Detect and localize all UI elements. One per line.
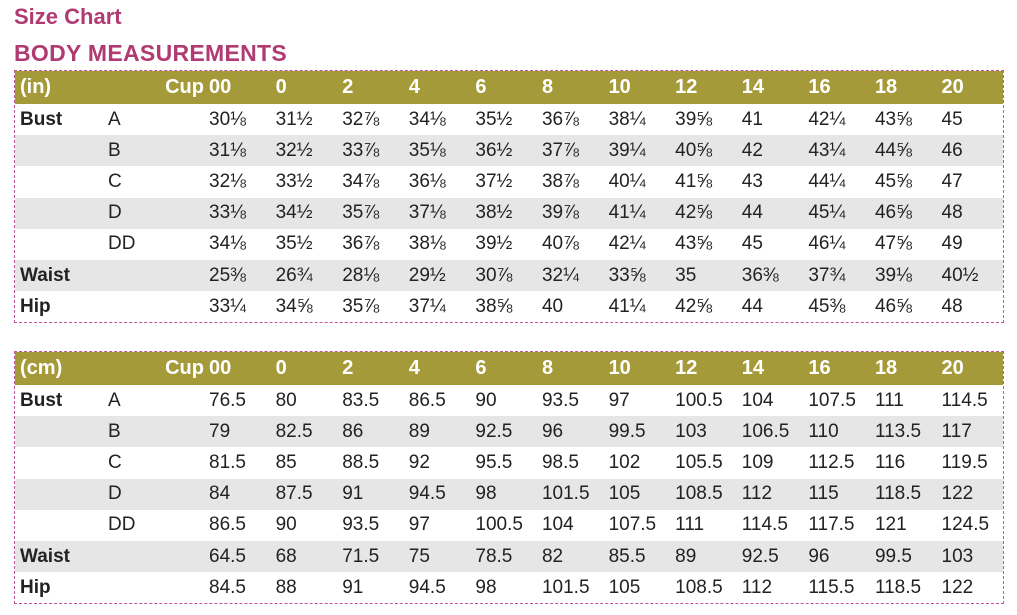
value-cell: 28⅛ <box>342 264 380 286</box>
value-cell: 75 <box>408 545 430 567</box>
cup-cell <box>98 572 204 603</box>
value-cell: 37¾ <box>808 264 846 286</box>
size-header: 16 <box>808 76 831 98</box>
value-cell: 41¼ <box>608 202 646 224</box>
value-cell: 103 <box>675 420 707 442</box>
value-cell: 103 <box>941 545 974 567</box>
value-cell: 71.5 <box>342 545 380 567</box>
cup-cell: C <box>108 170 122 192</box>
value-cell: 98.5 <box>541 451 579 473</box>
measurement-table <box>15 71 1003 322</box>
value-cell: 25⅜ <box>209 264 246 286</box>
value-cell: 101.5 <box>541 483 590 505</box>
header-row <box>15 71 1003 104</box>
value-cell: 111 <box>675 514 705 536</box>
table-row <box>15 416 1003 447</box>
value-cell: 82 <box>541 545 564 567</box>
size-header: 14 <box>741 76 764 98</box>
value-cell: 38⅞ <box>541 170 579 192</box>
value-cell: 91 <box>342 576 364 598</box>
value-cell: 30⅛ <box>209 108 246 130</box>
size-header: 8 <box>541 357 554 379</box>
measurement-label: Hip <box>20 576 51 598</box>
value-cell: 37⅛ <box>408 202 446 224</box>
unit-header: (in) <box>20 76 52 98</box>
size-header: 0 <box>275 357 287 379</box>
value-cell: 95.5 <box>475 451 513 473</box>
value-cell: 109 <box>741 451 774 473</box>
value-cell: 85.5 <box>608 545 646 567</box>
value-cell: 84.5 <box>209 576 246 598</box>
cup-cell: B <box>108 139 121 161</box>
cup-cell: C <box>108 451 122 473</box>
cup-cell: A <box>108 389 121 411</box>
section-heading: BODY MEASUREMENTS <box>14 40 288 66</box>
value-cell: 34⅛ <box>209 233 246 255</box>
table-row <box>15 260 1003 291</box>
value-cell: 42¼ <box>608 233 646 255</box>
value-cell: 42¼ <box>808 108 846 130</box>
value-cell: 30⅞ <box>475 264 513 286</box>
value-cell: 104 <box>541 514 574 536</box>
size-header: 16 <box>808 357 831 379</box>
value-cell: 40½ <box>941 264 979 286</box>
value-cell: 93.5 <box>541 389 579 411</box>
value-cell: 115 <box>808 483 839 505</box>
value-cell: 29½ <box>408 264 446 286</box>
cup-cell: A <box>108 108 121 130</box>
value-cell: 37¼ <box>408 295 446 317</box>
value-cell: 34⅞ <box>342 170 380 192</box>
value-cell: 91 <box>342 483 364 505</box>
value-cell: 108.5 <box>675 483 723 505</box>
value-cell: 86 <box>342 420 364 442</box>
value-cell: 42 <box>741 139 763 161</box>
value-cell: 44 <box>741 202 763 224</box>
value-cell: 40⅞ <box>541 233 579 255</box>
value-cell: 42⅝ <box>675 202 713 224</box>
size-header: 6 <box>475 76 487 98</box>
table-row <box>15 229 1003 260</box>
value-cell: 32½ <box>275 139 313 161</box>
cup-header: Cup <box>165 357 204 379</box>
value-cell: 100.5 <box>475 514 523 536</box>
value-cell: 49 <box>941 233 963 255</box>
value-cell: 32⅞ <box>342 108 380 130</box>
page-title: Size Chart <box>14 4 122 29</box>
value-cell: 33⅞ <box>342 139 380 161</box>
cup-cell <box>98 541 204 572</box>
value-cell: 117.5 <box>808 514 855 536</box>
value-cell: 108.5 <box>675 576 723 598</box>
measurement-label <box>15 166 98 197</box>
value-cell: 34⅝ <box>275 295 313 317</box>
value-cell: 36½ <box>475 139 513 161</box>
value-cell: 92.5 <box>741 545 779 567</box>
value-cell: 36⅜ <box>741 264 779 286</box>
header-row <box>15 352 1003 385</box>
value-cell: 38½ <box>475 202 513 224</box>
value-cell: 45 <box>941 108 963 130</box>
value-cell: 116 <box>874 451 906 473</box>
cup-cell: B <box>108 420 121 442</box>
value-cell: 106.5 <box>741 420 790 442</box>
value-cell: 81.5 <box>209 451 246 473</box>
table-row <box>15 135 1003 166</box>
value-cell: 78.5 <box>475 545 513 567</box>
value-cell: 107.5 <box>808 389 856 411</box>
value-cell: 85 <box>275 451 297 473</box>
value-cell: 118.5 <box>874 483 922 505</box>
value-cell: 44⅝ <box>874 139 912 161</box>
table-row <box>15 510 1003 541</box>
value-cell: 82.5 <box>275 420 313 442</box>
table-row <box>15 541 1003 572</box>
value-cell: 112.5 <box>808 451 855 473</box>
table-row <box>15 479 1003 510</box>
value-cell: 26¾ <box>275 264 313 286</box>
value-cell: 93.5 <box>342 514 380 536</box>
size-header: 20 <box>941 76 964 98</box>
value-cell: 88 <box>275 576 297 598</box>
size-header: 2 <box>342 76 354 98</box>
measurement-label <box>15 229 98 260</box>
value-cell: 35½ <box>275 233 313 255</box>
value-cell: 40 <box>541 295 564 317</box>
value-cell: 40¼ <box>608 170 646 192</box>
cup-header: Cup <box>165 76 204 98</box>
value-cell: 97 <box>408 514 430 536</box>
size-header: 12 <box>675 357 698 379</box>
value-cell: 35⅛ <box>408 139 446 161</box>
value-cell: 88.5 <box>342 451 380 473</box>
value-cell: 100.5 <box>675 389 723 411</box>
value-cell: 41 <box>741 108 763 130</box>
value-cell: 39⅛ <box>874 264 912 286</box>
value-cell: 38⅝ <box>475 295 513 317</box>
value-cell: 112 <box>741 483 773 505</box>
value-cell: 33⅝ <box>608 264 646 286</box>
value-cell: 37⅞ <box>541 139 579 161</box>
value-cell: 89 <box>408 420 430 442</box>
measurement-label <box>15 198 98 229</box>
size-table-inches <box>14 70 1004 323</box>
size-header: 12 <box>675 76 698 98</box>
value-cell: 45⅝ <box>874 170 912 192</box>
value-cell: 32⅛ <box>209 170 246 192</box>
value-cell: 42⅝ <box>675 295 713 317</box>
measurement-label: Waist <box>20 545 70 567</box>
value-cell: 124.5 <box>941 514 990 536</box>
cup-cell: DD <box>108 233 136 255</box>
table-row <box>15 166 1003 197</box>
size-header: 0 <box>275 76 287 98</box>
measurement-label <box>15 447 98 478</box>
measurement-label <box>15 416 98 447</box>
value-cell: 44¼ <box>808 170 846 192</box>
value-cell: 115.5 <box>808 576 855 598</box>
table-row <box>15 198 1003 229</box>
value-cell: 110 <box>808 420 839 442</box>
value-cell: 34½ <box>275 202 313 224</box>
value-cell: 40⅝ <box>675 139 713 161</box>
value-cell: 47⅝ <box>874 233 912 255</box>
size-header: 2 <box>342 357 354 379</box>
table-row <box>15 291 1003 322</box>
value-cell: 33¼ <box>209 295 246 317</box>
value-cell: 122 <box>941 576 974 598</box>
value-cell: 45⅜ <box>808 295 846 317</box>
value-cell: 114.5 <box>741 514 788 536</box>
value-cell: 90 <box>475 389 497 411</box>
value-cell: 86.5 <box>209 514 246 536</box>
value-cell: 96 <box>808 545 830 567</box>
size-header: 18 <box>874 76 898 98</box>
value-cell: 38⅛ <box>408 233 446 255</box>
value-cell: 117 <box>941 420 972 442</box>
value-cell: 76.5 <box>209 389 246 411</box>
size-table-centimeters <box>14 351 1004 604</box>
value-cell: 68 <box>275 545 297 567</box>
value-cell: 104 <box>741 389 774 411</box>
value-cell: 48 <box>941 295 963 317</box>
value-cell: 102 <box>608 451 641 473</box>
value-cell: 47 <box>941 170 963 192</box>
cup-cell: DD <box>108 514 136 536</box>
value-cell: 94.5 <box>408 576 446 598</box>
value-cell: 35½ <box>475 108 513 130</box>
value-cell: 119.5 <box>941 451 988 473</box>
value-cell: 39⅞ <box>541 202 579 224</box>
value-cell: 80 <box>275 389 297 411</box>
value-cell: 33½ <box>275 170 313 192</box>
measurement-label <box>15 510 98 541</box>
value-cell: 45 <box>741 233 763 255</box>
cup-cell: D <box>108 202 122 224</box>
measurement-label: Hip <box>20 295 51 317</box>
value-cell: 43⅝ <box>675 233 713 255</box>
value-cell: 41⅝ <box>675 170 713 192</box>
size-header: 6 <box>475 357 487 379</box>
value-cell: 39¼ <box>608 139 646 161</box>
value-cell: 105 <box>608 483 641 505</box>
measurement-table <box>15 352 1003 603</box>
value-cell: 35 <box>675 264 697 286</box>
table-row <box>15 447 1003 478</box>
value-cell: 96 <box>541 420 564 442</box>
measurement-label: Bust <box>20 108 63 130</box>
size-header: 00 <box>209 76 232 98</box>
value-cell: 122 <box>941 483 974 505</box>
size-header: 18 <box>874 357 898 379</box>
size-header: 14 <box>741 357 764 379</box>
value-cell: 105 <box>608 576 641 598</box>
value-cell: 33⅛ <box>209 202 246 224</box>
cup-cell <box>98 291 204 322</box>
value-cell: 48 <box>941 202 963 224</box>
value-cell: 101.5 <box>541 576 590 598</box>
value-cell: 118.5 <box>874 576 922 598</box>
value-cell: 39½ <box>475 233 513 255</box>
value-cell: 94.5 <box>408 483 446 505</box>
value-cell: 107.5 <box>608 514 657 536</box>
value-cell: 44 <box>741 295 763 317</box>
value-cell: 121 <box>874 514 907 536</box>
measurement-label <box>15 135 98 166</box>
value-cell: 31⅛ <box>209 139 246 161</box>
value-cell: 34⅛ <box>408 108 446 130</box>
value-cell: 99.5 <box>608 420 646 442</box>
value-cell: 113.5 <box>874 420 922 442</box>
table-row <box>15 385 1003 416</box>
value-cell: 111 <box>874 389 904 411</box>
cup-cell <box>98 260 204 291</box>
value-cell: 89 <box>675 545 697 567</box>
size-header: 00 <box>209 357 232 379</box>
value-cell: 32¼ <box>541 264 579 286</box>
value-cell: 38¼ <box>608 108 646 130</box>
measurement-label: Waist <box>20 264 70 286</box>
value-cell: 86.5 <box>408 389 446 411</box>
size-header: 8 <box>541 76 554 98</box>
value-cell: 46⅝ <box>874 202 912 224</box>
table-row <box>15 104 1003 135</box>
value-cell: 87.5 <box>275 483 313 505</box>
value-cell: 36⅛ <box>408 170 446 192</box>
size-header: 4 <box>408 357 420 379</box>
table-row <box>15 572 1003 603</box>
value-cell: 46¼ <box>808 233 846 255</box>
size-header: 10 <box>608 76 631 98</box>
value-cell: 83.5 <box>342 389 380 411</box>
size-header: 4 <box>408 76 420 98</box>
value-cell: 36⅞ <box>342 233 380 255</box>
value-cell: 79 <box>209 420 231 442</box>
value-cell: 92 <box>408 451 430 473</box>
value-cell: 43 <box>741 170 763 192</box>
value-cell: 84 <box>209 483 231 505</box>
value-cell: 114.5 <box>941 389 988 411</box>
value-cell: 46⅝ <box>874 295 912 317</box>
value-cell: 31½ <box>275 108 313 130</box>
value-cell: 45¼ <box>808 202 846 224</box>
value-cell: 43¼ <box>808 139 846 161</box>
value-cell: 112 <box>741 576 773 598</box>
value-cell: 64.5 <box>209 545 246 567</box>
measurement-label <box>15 479 98 510</box>
value-cell: 97 <box>608 389 630 411</box>
value-cell: 90 <box>275 514 297 536</box>
value-cell: 41¼ <box>608 295 646 317</box>
measurement-label: Bust <box>20 389 63 411</box>
value-cell: 92.5 <box>475 420 513 442</box>
value-cell: 43⅝ <box>874 108 912 130</box>
value-cell: 35⅞ <box>342 202 380 224</box>
unit-header: (cm) <box>20 357 63 379</box>
value-cell: 98 <box>475 483 497 505</box>
value-cell: 37½ <box>475 170 513 192</box>
value-cell: 98 <box>475 576 497 598</box>
cup-cell: D <box>108 483 122 505</box>
value-cell: 36⅞ <box>541 108 579 130</box>
value-cell: 46 <box>941 139 963 161</box>
value-cell: 35⅞ <box>342 295 380 317</box>
value-cell: 99.5 <box>874 545 912 567</box>
size-header: 20 <box>941 357 964 379</box>
size-header: 10 <box>608 357 631 379</box>
value-cell: 105.5 <box>675 451 723 473</box>
value-cell: 39⅝ <box>675 108 713 130</box>
